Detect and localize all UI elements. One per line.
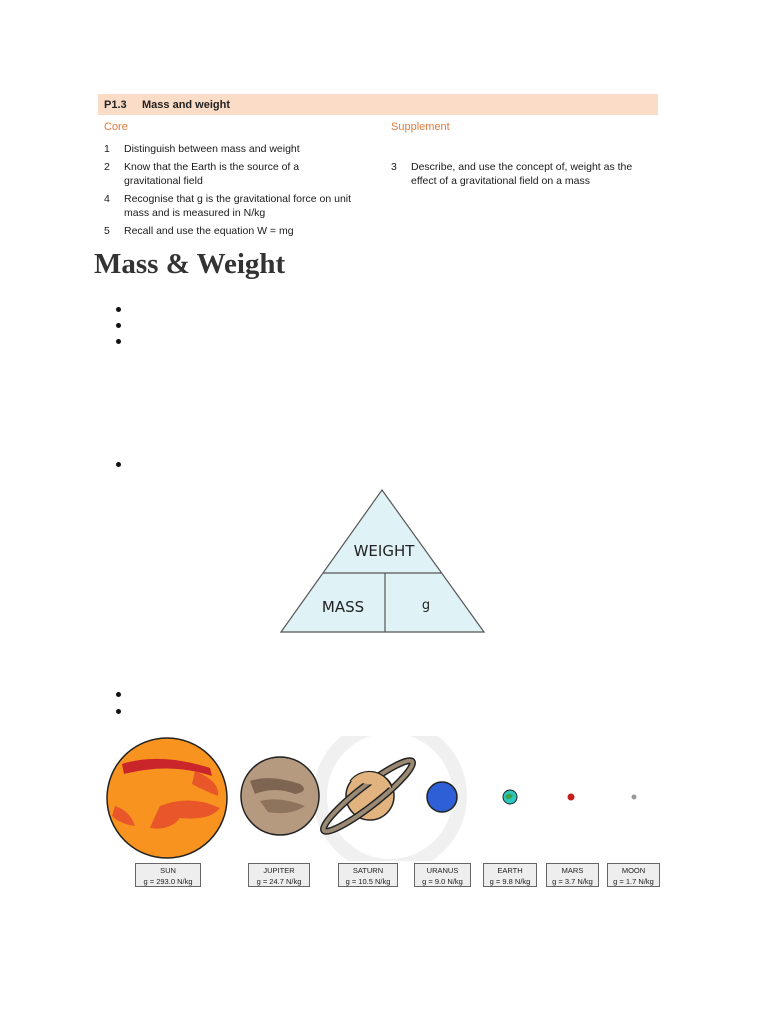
- item-text: Know that the Earth is the source of a gravitational field: [124, 161, 300, 187]
- bullet-point: [116, 709, 121, 714]
- core-label: Core: [104, 121, 128, 133]
- planet-label-moon: MOON g = 1.7 N/kg: [607, 863, 660, 887]
- page-title: Mass & Weight: [94, 248, 286, 280]
- syllabus-code: P1.3: [104, 98, 127, 111]
- item-number: 1: [104, 143, 110, 155]
- supplement-label: Supplement: [391, 121, 450, 133]
- syllabus-header: [98, 94, 658, 115]
- bullet-point: [116, 462, 121, 467]
- bullet-point: [116, 339, 121, 344]
- core-item: [98, 224, 385, 238]
- bullet-point: [116, 307, 121, 312]
- item-number: 2: [104, 161, 110, 173]
- item-number: 5: [104, 225, 110, 237]
- moon-planet: [632, 795, 637, 800]
- planet-label-earth: EARTH g = 9.8 N/kg: [483, 863, 537, 887]
- triangle-g: g: [421, 598, 431, 613]
- core-item: [98, 142, 385, 156]
- core-column: [98, 121, 385, 242]
- planet-label-saturn: SATURN g = 10.5 N/kg: [338, 863, 398, 887]
- uranus-planet: [427, 782, 457, 812]
- planet-label-mars: MARS g = 3.7 N/kg: [546, 863, 599, 887]
- item-number: 3: [391, 161, 397, 173]
- sun-planet: [107, 738, 227, 858]
- planet-label-sun: SUN g = 293.0 N/kg: [135, 863, 201, 887]
- jupiter-planet: [241, 757, 319, 835]
- triangle-weight: WEIGHT: [353, 542, 415, 560]
- formula-triangle: [278, 486, 490, 638]
- item-text: Recall and use the equation W = mg: [124, 225, 294, 237]
- bullet-point: [116, 692, 121, 697]
- core-item: [98, 160, 385, 188]
- mars-planet: [568, 794, 575, 801]
- item-text: Distinguish between mass and weight: [124, 143, 300, 155]
- syllabus-title: Mass and weight: [142, 98, 231, 111]
- planets-illustration: [100, 736, 660, 861]
- supplement-item: [385, 160, 658, 188]
- earth-planet: [503, 790, 517, 804]
- item-text: Recognise that g is the gravitational force on unit mass and is measured in N/kg: [124, 193, 352, 219]
- core-item: [98, 192, 385, 220]
- item-text: Describe, and use the concept of, weight as the effect of a gravitational field on a mass: [411, 161, 633, 187]
- syllabus-box: [98, 94, 658, 242]
- triangle-mass: MASS: [321, 598, 365, 616]
- planet-label-jupiter: JUPITER g = 24.7 N/kg: [248, 863, 310, 887]
- planet-label-uranus: URANUS g = 9.0 N/kg: [414, 863, 471, 887]
- bullet-point: [116, 323, 121, 328]
- item-number: 4: [104, 193, 110, 205]
- supplement-column: [385, 121, 658, 242]
